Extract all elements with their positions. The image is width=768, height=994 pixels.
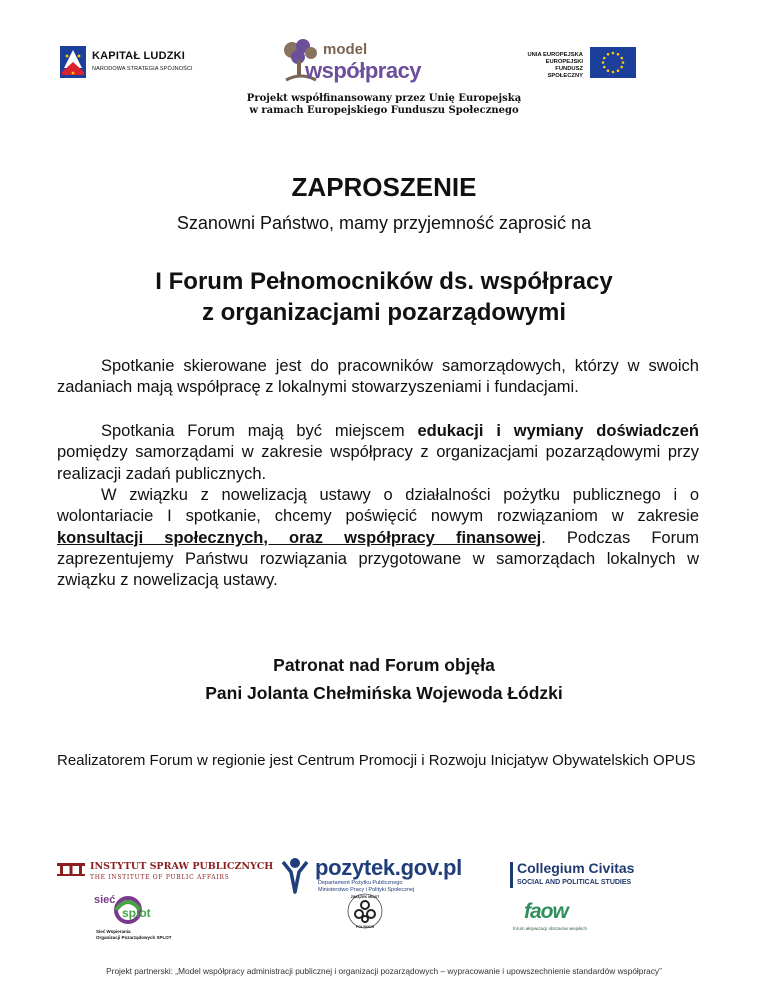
invitation-intro: Szanowni Państwo, mamy przyjemność zaprosić na <box>176 213 592 233</box>
model-word: model <box>323 41 368 58</box>
organizer-note: Realizatorem Forum w regionie jest Centrum Promocji i Rozwoju Inicjatyw Obywatelskich OPUS <box>57 752 696 769</box>
cofinancing-line-2: w ramach Europejskiego Funduszu Społecznego <box>249 105 519 116</box>
isp-name: INSTYTUT SPRAW PUBLICZNYCH <box>90 861 274 872</box>
eu-flag-icon <box>590 47 636 78</box>
faow-subtitle: forum aktywizacji obszarów wiejskich <box>513 926 588 931</box>
paragraph-topic-text-c: . Podczas Forum zaprezentujemy Państwu rozwiązania przygotowane w samorządach lokalnych w związku z nowelizacją ustawy. <box>57 528 699 590</box>
splot-subtitle <box>96 929 172 940</box>
faow-mark: faow <box>524 900 568 923</box>
patronage <box>0 651 768 707</box>
eu-text <box>519 52 583 80</box>
collegium-name: Collegium Civitas <box>517 860 635 876</box>
patronage-line-2: Pani Jolanta Chełmińska Wojewoda Łódzki <box>205 683 563 703</box>
paragraph-purpose-text-c: pomiędzy samorządami w zakresie współpracy z organizacjami pozarządowymi przy realizacji zadań publicznych. <box>57 443 699 483</box>
invitation-title: ZAPROSZENIE <box>291 172 477 202</box>
paragraph-audience <box>57 356 699 399</box>
kapital-ludzki-title: KAPITAŁ LUDZKI <box>92 50 186 62</box>
paragraph-topic <box>57 485 699 591</box>
collegium-subtitle: SOCIAL AND POLITICAL STUDIES <box>517 879 632 886</box>
paragraph-audience-text: Spotkanie skierowane jest do pracowników samorządowych, którzy w swoich zadaniach mają współpracę z lokalnymi stowarzyszeniami i fundacjami. <box>57 357 699 397</box>
cofinancing-line-1: Projekt współfinansowany przez Unię Europejską <box>246 93 522 104</box>
paragraph-purpose-emphasis: edukacji i wymiany doświadczeń <box>417 422 699 440</box>
collegium-bar <box>510 862 513 888</box>
isp-english-name: THE INSTITUTE OF PUBLIC AFFAIRS <box>90 874 230 881</box>
wspolpracy-word: współpracy <box>305 58 422 83</box>
zwm-top-text: ZWIĄZEK MIAST <box>350 895 380 899</box>
paragraph-purpose <box>57 421 699 485</box>
pozytek-subtitle-2: Ministerstwo Pracy i Polityki Społecznej <box>318 887 415 893</box>
paragraph-topic-text-a: W związku z nowelizacją ustawy o działalności pożytku publicznego i o wolontariacie I spotkanie, chcemy poświęcić nowym rozwiązaniom w zakresie <box>57 486 699 526</box>
forum-name <box>0 266 768 328</box>
splot-word-siec: sieć <box>94 894 116 906</box>
forum-name-line-1: I Forum Pełnomocników ds. współpracy <box>155 268 613 295</box>
eu-line-1: UNIA EUROPEJSKA <box>527 52 583 58</box>
kapital-ludzki-subtitle: NARODOWA STRATEGIA SPÓJNOŚCI <box>92 66 193 72</box>
splot-subtitle-2: Organizacji Pozarządowych SPLOT <box>96 934 172 940</box>
pozytek-subtitle-1: Departament Pożytku Publicznego <box>318 880 403 886</box>
isp-emblem-icon <box>57 862 85 876</box>
zwm-bottom-text: POLSKICH <box>355 925 375 929</box>
kapital-ludzki-emblem-icon <box>58 44 88 80</box>
cofinancing-note <box>150 93 618 117</box>
forum-name-line-2: z organizacjami pozarządowymi <box>201 299 567 326</box>
splot-subtitle-1: Sieć Wspierania <box>96 929 131 934</box>
splot-network-icon <box>94 890 158 928</box>
eu-line-2: EUROPEJSKI <box>545 59 583 65</box>
splot-word-splot: splot <box>122 906 151 920</box>
person-figure-icon <box>279 856 311 896</box>
paragraph-purpose-text-a: Spotkania Forum mają być miejscem <box>101 422 418 440</box>
eu-line-3: FUNDUSZ SPOŁECZNY <box>547 66 583 79</box>
paragraph-topic-emphasis: konsultacji społecznych, oraz współpracy finansowej <box>57 528 542 547</box>
pozytek-domain: pozytek.gov.pl <box>315 855 462 880</box>
project-footnote: Projekt partnerski: „Model współpracy administracji publicznej i organizacji pozarządowych – wypracowanie i upowszechnienie standardów współpracy” <box>106 966 662 976</box>
patronage-line-1: Patronat nad Forum objęła <box>273 655 495 675</box>
zwiazek-miast-polskich-logo <box>346 892 384 930</box>
